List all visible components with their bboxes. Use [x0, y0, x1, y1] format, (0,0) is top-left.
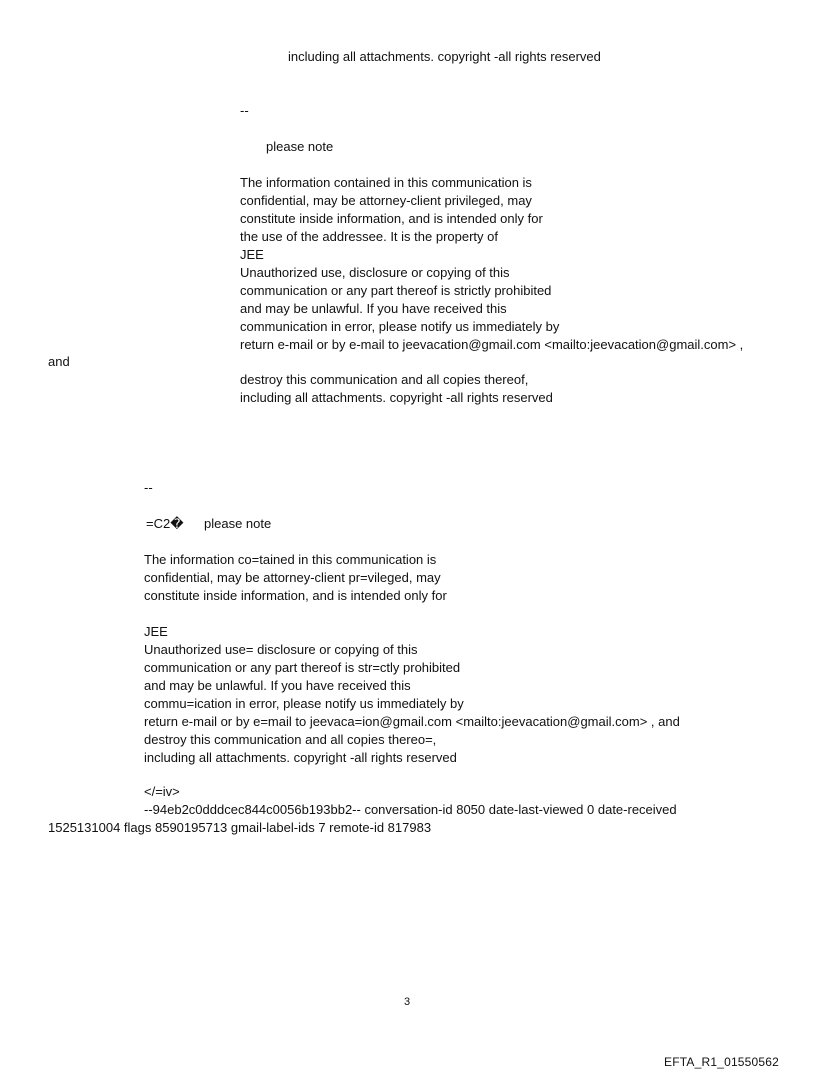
body-line: including all attachments. copyright -all rights reserved	[144, 750, 457, 765]
wrapped-and: and	[48, 354, 70, 369]
body-line: communication or any part thereof is strictly prohibited	[240, 283, 552, 298]
please-note-heading: please note	[204, 516, 272, 531]
body-line-email: return e-mail or by e-mail to jeevacation@gmail.com <mailto:jeevacation@gmail.com> ,	[240, 337, 744, 352]
body-line: and may be unlawful. If you have received this	[240, 301, 507, 316]
body-line: JEE	[144, 624, 168, 639]
body-line: Unauthorized use, disclosure or copying of this	[240, 265, 510, 280]
body-line-email: return e-mail or by e=mail to jeevaca=ion@gmail.com <mailto:jeevacation@gmail.com> , and	[144, 714, 680, 729]
body-line: constitute inside information, and is intended only for	[240, 211, 543, 226]
please-note-heading: please note	[266, 139, 334, 154]
body-line: The information co=tained in this communication is	[144, 552, 437, 567]
separator-dashes: --	[240, 103, 249, 118]
closing-tag: </=iv>	[144, 784, 180, 799]
body-line: confidential, may be attorney-client pr=vileged, may	[144, 570, 441, 585]
body-line: communication or any part thereof is str=ctly prohibited	[144, 660, 461, 675]
bates-number: EFTA_R1_01550562	[664, 1055, 780, 1069]
separator-dashes: --	[144, 480, 153, 495]
page-number: 3	[404, 996, 411, 1008]
body-line: destroy this communication and all copies thereof,	[240, 372, 529, 387]
body-line: commu=ication in error, please notify us immediately by	[144, 696, 464, 711]
metadata-line: --94eb2c0dddcec844c0056b193bb2-- conversation-id 8050 date-last-viewed 0 date-received	[144, 802, 677, 817]
body-line: The information contained in this communication is	[240, 175, 532, 190]
body-line: destroy this communication and all copies thereo=,	[144, 732, 437, 747]
body-line: Unauthorized use= disclosure or copying of this	[144, 642, 418, 657]
body-line: communication in error, please notify us immediately by	[240, 319, 560, 334]
metadata-line: 1525131004 flags 8590195713 gmail-label-ids 7 remote-id 817983	[48, 820, 432, 835]
body-line: constitute inside information, and is intended only for	[144, 588, 447, 603]
body-line: confidential, may be attorney-client privileged, may	[240, 193, 532, 208]
body-line: and may be unlawful. If you have received this	[144, 678, 411, 693]
body-line: the use of the addressee. It is the property of	[240, 229, 498, 244]
body-line: including all attachments. copyright -all rights reserved	[240, 390, 553, 405]
body-line: JEE	[240, 247, 264, 262]
top-copyright-line: including all attachments. copyright -all rights reserved	[288, 49, 601, 64]
encoded-prefix: =C2�	[146, 516, 184, 531]
